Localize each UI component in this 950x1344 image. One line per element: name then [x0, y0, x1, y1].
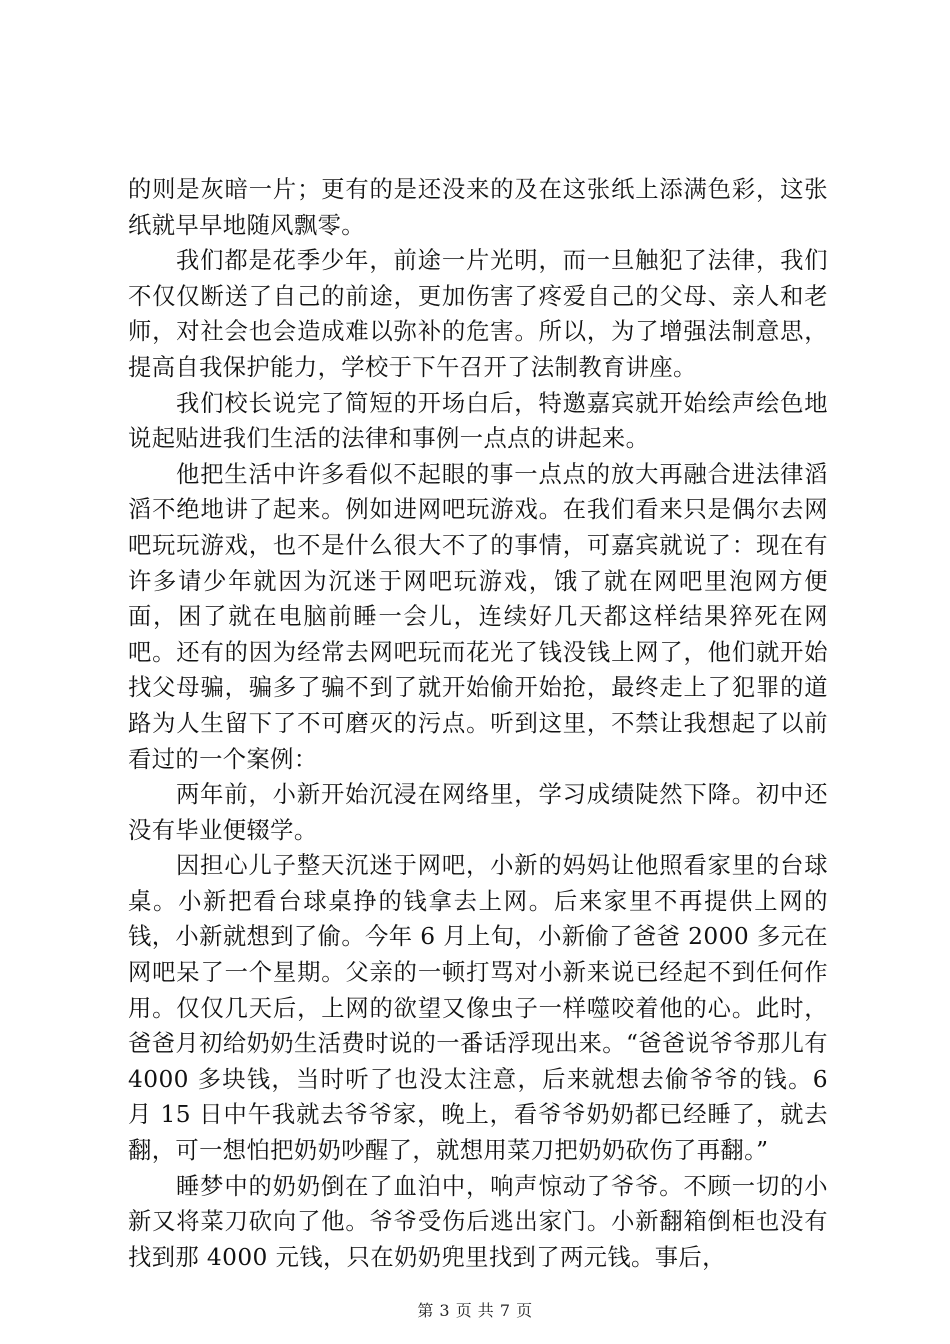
document-body: [128, 172, 828, 1275]
paragraph-1: 的则是灰暗一片；更有的是还没来的及在这张纸上添满色彩，这张纸就早早地随风飘零。: [128, 176, 828, 239]
page-number-footer: 第 3 页 共 7 页: [417, 1301, 533, 1320]
paragraph-4: 他把生活中许多看似不起眼的事一点点的放大再融合进法律滔滔不绝地讲了起来。例如进网吧玩游戏。在我们看来只是偶尔去网吧玩玩游戏，也不是什么很大不了的事情，可嘉宾就说了：现在有许多请少年就因为沉迷于网吧玩游戏，饿了就在网吧里泡网方便面，困了就在电脑前睡一会儿，连续好几天都这样结果猝死在网吧。还有的因为经常去网吧玩而花光了钱没钱上网了，他们就开始找父母骗，骗多了骗不到了就开始偷开始抢，最终走上了犯罪的道路为人生留下了不可磨灭的污点。听到这里，不禁让我想起了以前看过的一个案例：: [128, 460, 828, 773]
paragraph-7: 睡梦中的奶奶倒在了血泊中，响声惊动了爷爷。不顾一切的小新又将菜刀砍向了他。爷爷受伤后逃出家门。小新翻箱倒柜也没有找到那 4000 元钱，只在奶奶兜里找到了两元钱。事后，: [128, 1172, 828, 1271]
paragraph-5: 两年前，小新开始沉浸在网络里，学习成绩陡然下降。初中还没有毕业便辍学。: [128, 781, 828, 844]
paragraph-6: 因担心儿子整天沉迷于网吧，小新的妈妈让他照看家里的台球桌。小新把看台球桌挣的钱拿去上网。后来家里不再提供上网的钱，小新就想到了偷。今年 6 月上旬，小新偷了爸爸 2000 多元在网吧呆了一个星期。父亲的一顿打骂对小新来说已经起不到任何作用。仅仅几天后，上网的欲望又像虫子一样噬咬着他的心。此时，爸爸月初给奶奶生活费时说的一番话浮现出来。“爸爸说爷爷那儿有 4000 多块钱，当时听了也没太注意，后来就想去偷爷爷的钱。6 月 15 日中午我就去爷爷家，晚上，看爷爷奶奶都已经睡了，就去翻，可一想怕把奶奶吵醒了，就想用菜刀把奶奶砍伤了再翻。”: [128, 852, 828, 1165]
paragraph-3: 我们校长说完了简短的开场白后，特邀嘉宾就开始绘声绘色地说起贴进我们生活的法律和事例一点点的讲起来。: [128, 389, 828, 453]
paragraph-2: 我们都是花季少年，前途一片光明，而一旦触犯了法律，我们不仅仅断送了自己的前途，更加伤害了疼爱自己的父母、亲人和老师，对社会也会造成难以弥补的危害。所以，为了增强法制意思，提高自我保护能力，学校于下午召开了法制教育讲座。: [128, 247, 828, 381]
